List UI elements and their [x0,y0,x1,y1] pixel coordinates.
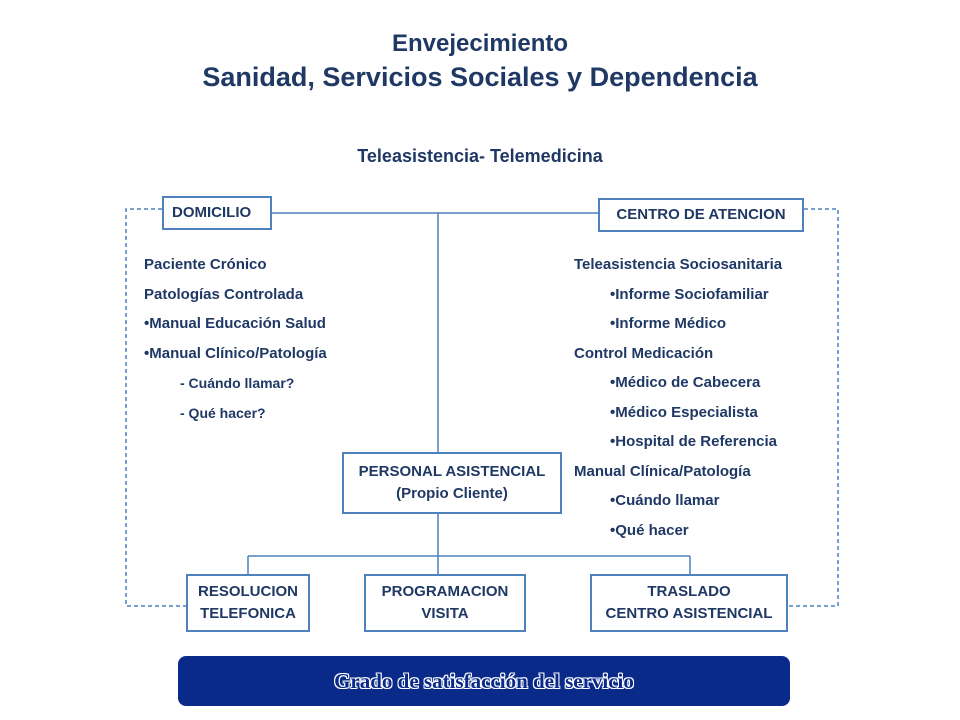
title-line-1: Envejecimiento [391,30,569,57]
resolucion-label-1: RESOLUCION [197,583,298,600]
dashed-right-loop [788,209,838,606]
list-item: Control Medicación [574,344,714,362]
programacion-label-1: PROGRAMACION [381,583,509,600]
list-item: •Médico Especialista [610,403,758,421]
programacion-label-2: VISITA [421,605,469,622]
domicilio-box [162,196,272,230]
domicilio-label: DOMICILIO [172,204,252,221]
domicilio-list [144,255,327,432]
list-item: - Qué hacer? [180,404,266,421]
centro-list [574,255,782,550]
list-item: •Manual Educación Salud [144,315,326,332]
traslado-centro-box [590,574,788,632]
list-item: Patologías Controlada [144,285,304,303]
satisfaction-banner [178,656,790,706]
list-item: •Cuándo llamar [610,492,720,509]
list-item: •Hospital de Referencia [610,433,777,450]
list-item: Paciente Crónico [144,256,267,273]
list-item: - Cuándo llamar? [180,375,295,391]
personal-asistencial-sublabel: (Propio Cliente) [396,485,508,502]
list-item: Manual Clínica/Patología [574,462,751,480]
centro-atencion-box [598,198,804,232]
traslado-label-2: CENTRO ASISTENCIAL [605,605,773,622]
personal-asistencial-label: PERSONAL ASISTENCIAL [358,463,546,480]
centro-atencion-label: CENTRO DE ATENCION [616,206,786,223]
subtitle: Teleasistencia- Telemedicina [357,146,603,166]
list-item: •Informe Sociofamiliar [610,285,769,303]
list-item: Teleasistencia Sociosanitaria [574,256,783,273]
traslado-label-1: TRASLADO [647,583,731,600]
title-line-2: Sanidad, Servicios Sociales y Dependencia [202,62,758,92]
banner-text: Grado de satisfacción del servicio [334,668,634,693]
resolucion-telefonica-box [186,574,310,632]
list-item: •Médico de Cabecera [610,374,761,391]
list-item: •Manual Clínico/Patología [144,344,327,362]
list-item: •Informe Médico [610,315,727,332]
list-item: •Qué hacer [610,521,689,539]
personal-asistencial-box [342,452,562,514]
programacion-visita-box [364,574,526,632]
resolucion-label-2: TELEFONICA [200,605,296,622]
